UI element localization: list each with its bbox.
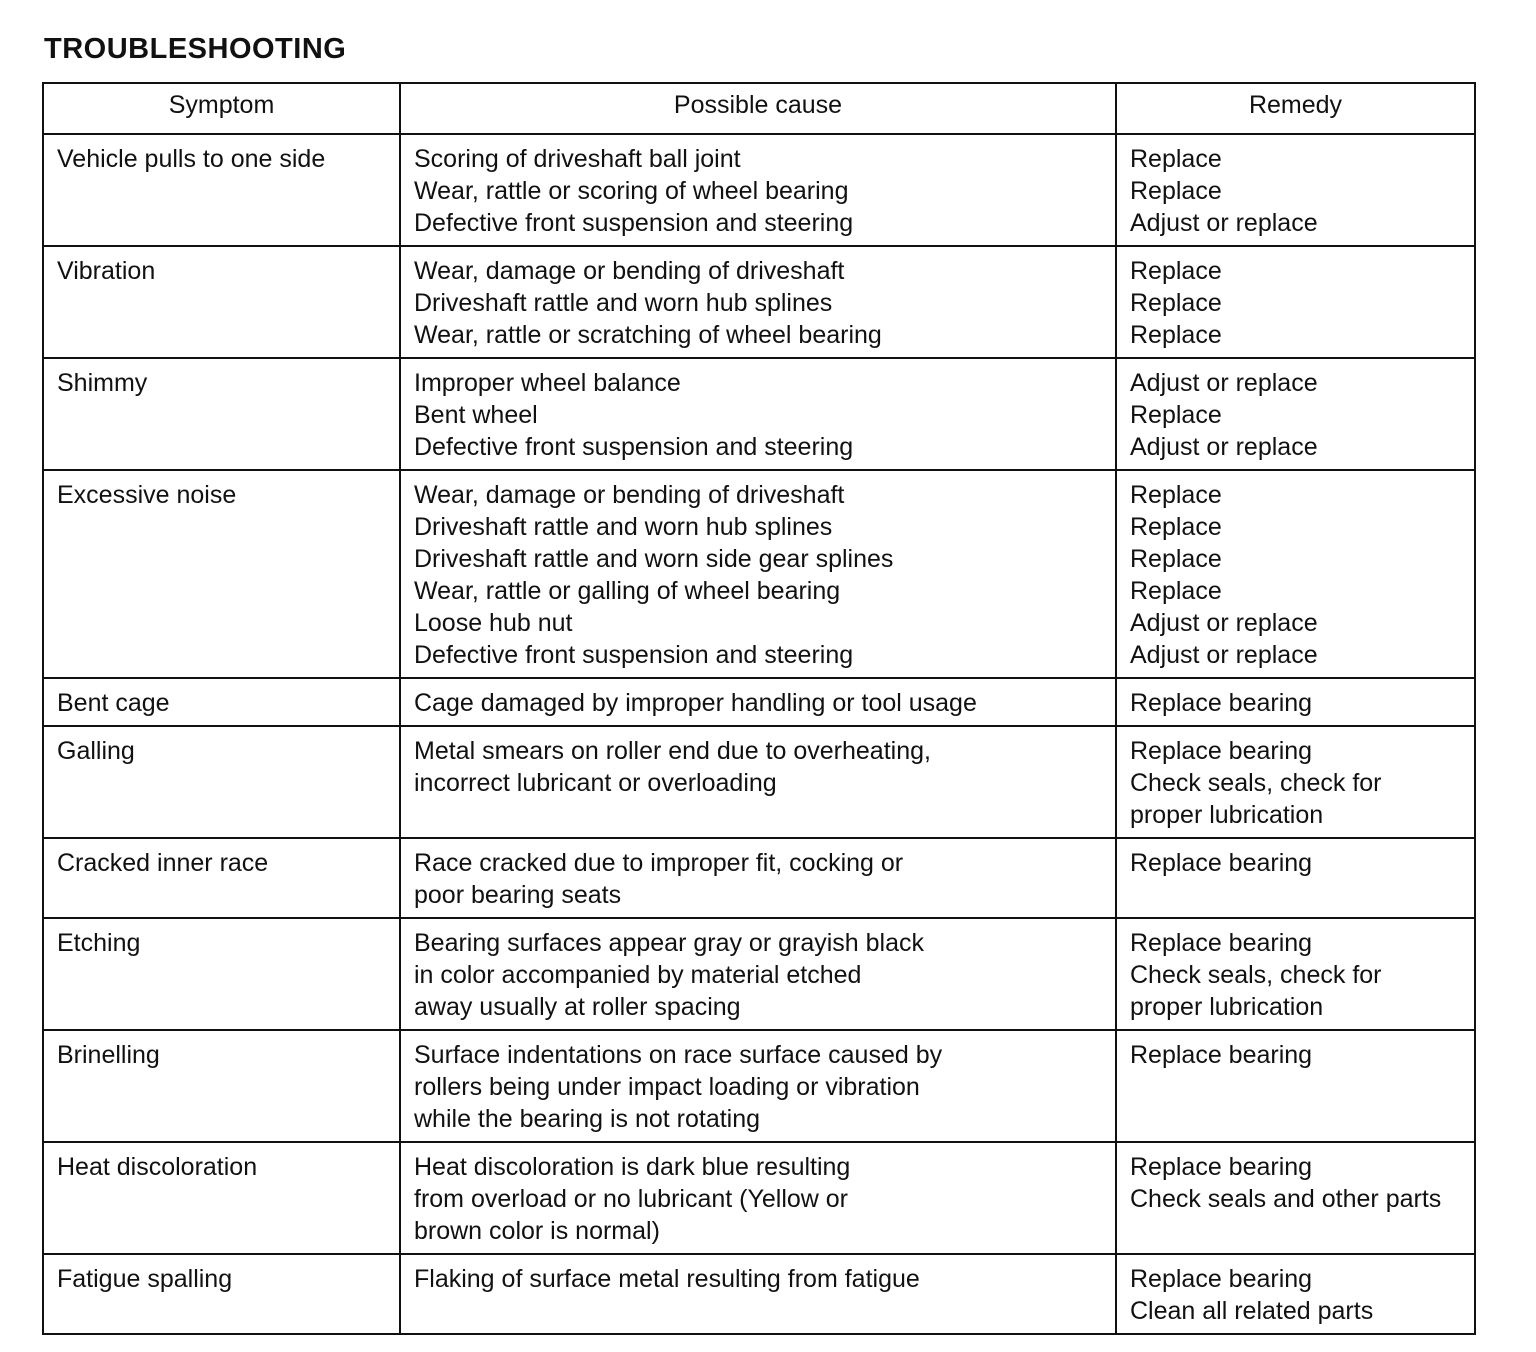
table-header [43,83,1475,134]
remedy-line: Replace [1130,401,1222,429]
cause-line: while the bearing is not rotating [414,1105,761,1133]
remedy-line: Replace bearing [1130,929,1313,957]
table-row [43,246,1475,358]
cause-line: Wear, rattle or galling of wheel bearing [414,577,841,605]
remedy-line: Replace bearing [1130,689,1313,717]
cause-line: Bearing surfaces appear gray or grayish black [414,929,924,957]
remedy-line: Replace bearing [1130,1265,1313,1293]
cause-line: Scoring of driveshaft ball joint [414,145,741,173]
remedy-cell [1116,1030,1475,1142]
remedy-line: Clean all related parts [1130,1297,1374,1325]
remedy-cell [1116,358,1475,470]
cause-line: Wear, rattle or scratching of wheel bearing [414,321,882,349]
cause-cell [400,358,1116,470]
symptom-text: Cracked inner race [57,849,269,877]
remedy-line: Replace bearing [1130,849,1313,877]
cause-line: in color accompanied by material etched [414,961,862,989]
symptom-cell [43,1030,400,1142]
cause-line: Driveshaft rattle and worn side gear splines [414,545,894,573]
cause-line: Race cracked due to improper fit, cocking or [414,849,904,877]
cause-cell [400,134,1116,246]
symptom-cell [43,470,400,678]
remedy-line: Replace [1130,481,1222,509]
cause-line: Metal smears on roller end due to overheating, [414,737,931,765]
remedy-line: Replace [1130,177,1222,205]
remedy-cell [1116,918,1475,1030]
cause-cell [400,246,1116,358]
remedy-line: Replace [1130,577,1222,605]
cause-line: brown color is normal) [414,1217,660,1245]
cause-cell [400,1254,1116,1334]
cause-line: Heat discoloration is dark blue resulting [414,1153,851,1181]
remedy-line: Adjust or replace [1130,641,1318,669]
remedy-line: Adjust or replace [1130,433,1318,461]
remedy-line: Check seals, check for [1130,769,1382,797]
symptom-text: Heat discoloration [57,1153,258,1181]
header-symptom: Symptom [43,83,400,134]
header-row [43,83,1475,134]
cause-line: away usually at roller spacing [414,993,741,1021]
remedy-line: Adjust or replace [1130,209,1318,237]
cause-line: Flaking of surface metal resulting from fatigue [414,1265,920,1293]
cause-line: Wear, rattle or scoring of wheel bearing [414,177,849,205]
remedy-line: Replace [1130,513,1222,541]
symptom-text: Galling [57,737,135,765]
remedy-line: Check seals and other parts [1130,1185,1442,1213]
cause-line: Wear, damage or bending of driveshaft [414,257,845,285]
symptom-text: Fatigue spalling [57,1265,233,1293]
cause-cell [400,918,1116,1030]
cause-line: Driveshaft rattle and worn hub splines [414,289,833,317]
symptom-text: Shimmy [57,369,148,397]
cause-line: Improper wheel balance [414,369,681,397]
symptom-cell [43,134,400,246]
symptom-text: Excessive noise [57,481,237,509]
page-title: TROUBLESHOOTING [44,33,347,65]
remedy-line: Replace [1130,257,1222,285]
symptom-cell [43,1254,400,1334]
remedy-cell [1116,246,1475,358]
cause-line: Wear, damage or bending of driveshaft [414,481,845,509]
remedy-cell [1116,1254,1475,1334]
table-row [43,918,1475,1030]
cause-cell [400,838,1116,918]
table-row [43,358,1475,470]
remedy-line: Adjust or replace [1130,609,1318,637]
table-row [43,1030,1475,1142]
cause-line: poor bearing seats [414,881,622,909]
cause-line: Surface indentations on race surface caused by [414,1041,943,1069]
symptom-cell [43,246,400,358]
symptom-cell [43,358,400,470]
symptom-cell [43,918,400,1030]
symptom-cell [43,726,400,838]
remedy-cell [1116,838,1475,918]
cause-line: Cage damaged by improper handling or tool usage [414,689,977,717]
table-row [43,838,1475,918]
remedy-line: Replace bearing [1130,737,1313,765]
table-row [43,1142,1475,1254]
table-row [43,134,1475,246]
cause-cell [400,1030,1116,1142]
cause-line: incorrect lubricant or overloading [414,769,777,797]
header-remedy: Remedy [1116,83,1475,134]
table-row [43,726,1475,838]
cause-cell [400,470,1116,678]
symptom-cell [43,678,400,726]
cause-line: Defective front suspension and steering [414,641,854,669]
symptom-cell [43,838,400,918]
cause-line: from overload or no lubricant (Yellow or [414,1185,849,1213]
remedy-line: Replace [1130,545,1222,573]
table-row [43,1254,1475,1334]
table-row [43,470,1475,678]
cause-line: Driveshaft rattle and worn hub splines [414,513,833,541]
cause-line: Defective front suspension and steering [414,433,854,461]
symptom-text: Vibration [57,257,156,285]
remedy-cell [1116,678,1475,726]
cause-line: Loose hub nut [414,609,573,637]
remedy-cell [1116,726,1475,838]
cause-line: Defective front suspension and steering [414,209,854,237]
remedy-cell [1116,470,1475,678]
symptom-cell [43,1142,400,1254]
symptom-text: Vehicle pulls to one side [57,145,326,173]
symptom-text: Etching [57,929,141,957]
remedy-line: Check seals, check for [1130,961,1382,989]
table-body [43,134,1475,1334]
symptom-text: Brinelling [57,1041,160,1069]
table-row [43,678,1475,726]
remedy-cell [1116,134,1475,246]
remedy-line: Adjust or replace [1130,369,1318,397]
cause-line: Bent wheel [414,401,538,429]
remedy-line: Replace [1130,321,1222,349]
cause-cell [400,1142,1116,1254]
cause-cell [400,726,1116,838]
remedy-line: proper lubrication [1130,993,1324,1021]
remedy-line: Replace bearing [1130,1041,1313,1069]
remedy-line: proper lubrication [1130,801,1324,829]
troubleshooting-table [42,82,1476,1335]
remedy-line: Replace bearing [1130,1153,1313,1181]
header-possible-cause: Possible cause [400,83,1116,134]
remedy-line: Replace [1130,289,1222,317]
remedy-line: Replace [1130,145,1222,173]
cause-line: rollers being under impact loading or vibration [414,1073,920,1101]
symptom-text: Bent cage [57,689,170,717]
cause-cell [400,678,1116,726]
remedy-cell [1116,1142,1475,1254]
